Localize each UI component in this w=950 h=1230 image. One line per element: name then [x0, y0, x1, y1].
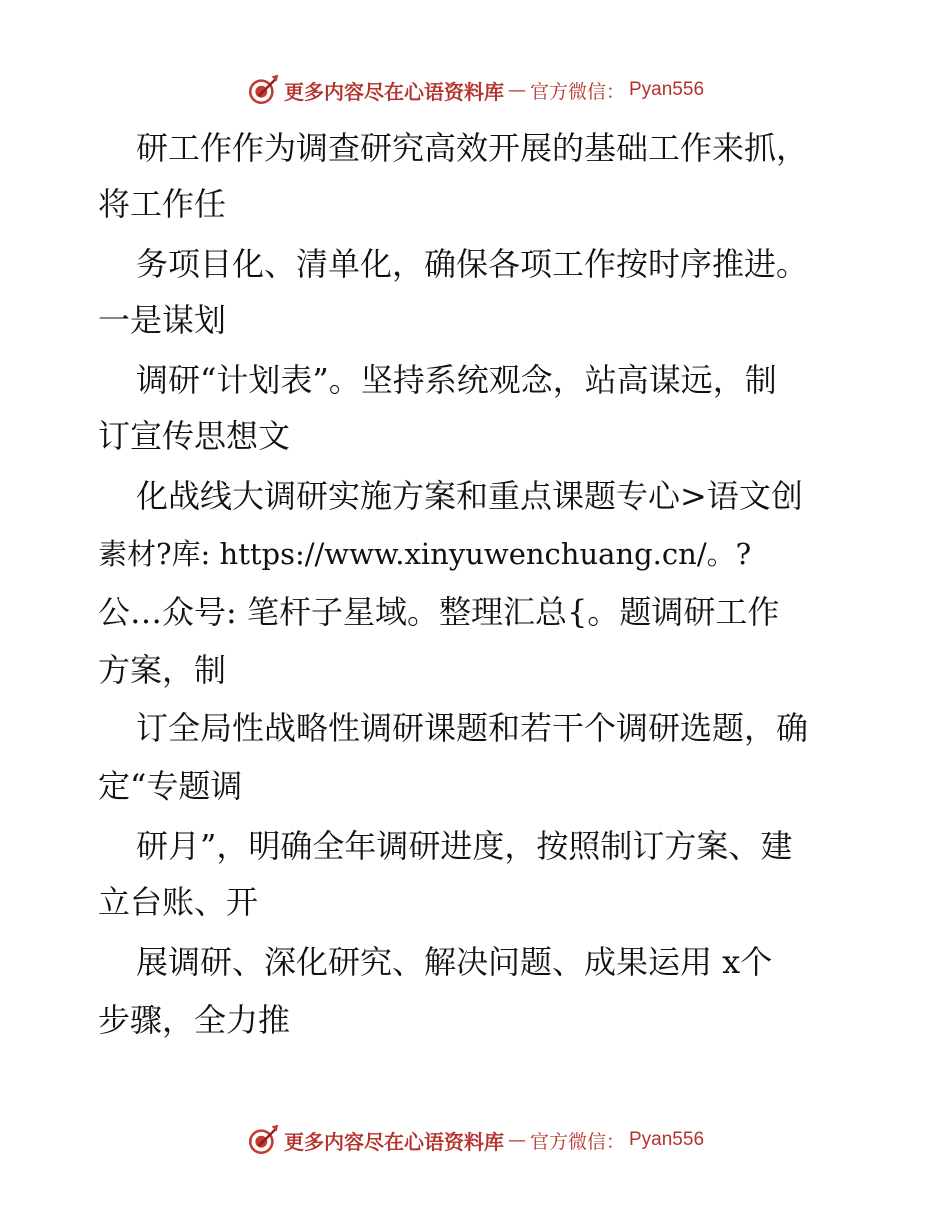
body-line: 方案，制 — [98, 651, 227, 689]
body-line: 将工作任 — [98, 185, 227, 223]
footer-brand — [246, 1123, 704, 1157]
body-line: 调研“计划表”。坚持系统观念，站高谋远，制 — [136, 361, 777, 399]
body-line: 素材?库: https://www.xinyuwenchuang.cn/。? — [98, 537, 752, 571]
quill-logo-icon — [246, 1123, 280, 1157]
body-line: 订宣传思想文 — [98, 417, 291, 455]
page-header — [0, 70, 950, 110]
header-wechat-label: 官方微信： — [529, 80, 625, 103]
header-brand-text: 更多内容尽在心语资料库 — [283, 79, 504, 104]
footer-wechat-label: 官方微信： — [529, 1130, 625, 1153]
footer-brand-text: 更多内容尽在心语资料库 — [283, 1129, 504, 1154]
header-brand — [246, 73, 704, 107]
body-line: 公…众号: 笔杆子星域。整理汇总{。题调研工作 — [98, 593, 780, 631]
body-line: 展调研、深化研究、解决问题、成果运用 x个 — [136, 943, 773, 981]
body-line: 研月”，明确全年调研进度，按照制订方案、建 — [136, 827, 793, 865]
body-line: 务项目化、清单化，确保各项工作按时序推进。 — [136, 245, 809, 283]
body-line: 订全局性战略性调研课题和若干个调研选题，确 — [136, 709, 809, 747]
footer-wechat-id: Pyan556 — [629, 1129, 705, 1150]
header-wechat-id: Pyan556 — [629, 79, 705, 100]
body-line: 化战线大调研实施方案和重点课题专心>语文创 — [136, 477, 803, 515]
body-line: 定“专题调 — [98, 767, 243, 805]
header-dash: — — [507, 79, 526, 101]
body-line: 步骤，全力推 — [98, 1001, 291, 1039]
body-line: 研工作作为调查研究高效开展的基础工作来抓， — [136, 129, 809, 167]
quill-logo-icon — [246, 73, 280, 107]
footer-dash: — — [507, 1129, 526, 1151]
body-line: 一是谋划 — [98, 301, 227, 339]
page-footer — [0, 1120, 950, 1160]
body-line: 立台账、开 — [98, 883, 259, 921]
